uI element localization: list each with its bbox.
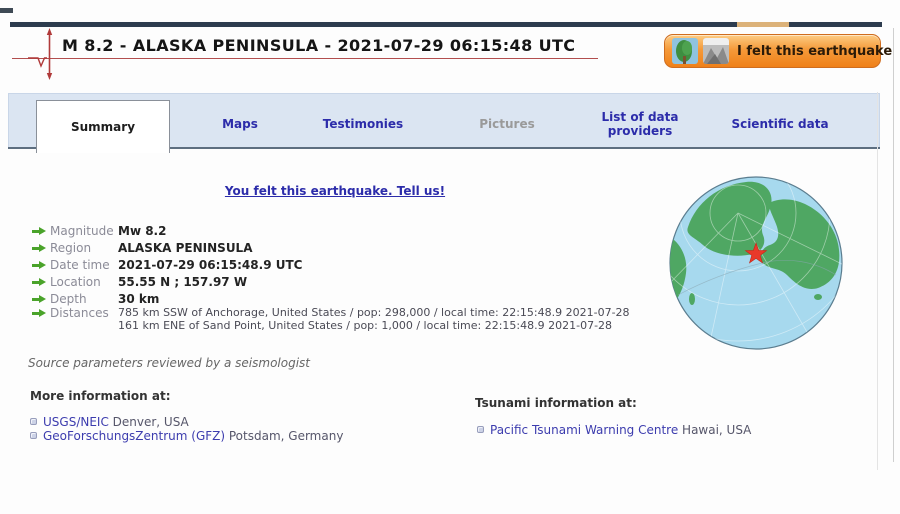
detail-label: Distances: [50, 306, 109, 320]
tab-scientific-data-label: Scientific data: [731, 116, 829, 131]
link-usgs-neic[interactable]: USGS/NEIC: [43, 415, 109, 429]
detail-value: Mw 8.2: [118, 224, 167, 238]
detail-value-distance-1: 785 km SSW of Anchorage, United States / pop: 298,000 / local time: 22:15:48.9 2021-07-28: [118, 306, 630, 319]
square-bullet-icon: [30, 418, 37, 425]
tab-summary-label: Summary: [70, 120, 136, 134]
tab-testimonies[interactable]: [298, 100, 428, 148]
link-usgs-neic-location: Denver, USA: [108, 415, 189, 429]
green-right-arrow-icon: [32, 244, 46, 253]
green-right-arrow-icon: [32, 227, 46, 236]
page-edge-line: [893, 28, 894, 462]
detail-value: ALASKA PENINSULA: [118, 241, 253, 255]
seismogram-icon: [28, 27, 64, 81]
source-note: Source parameters reviewed by a seismologist: [28, 356, 311, 370]
tsunami-info-heading: Tsunami information at:: [475, 396, 637, 410]
tab-pictures-label: Pictures: [479, 116, 535, 131]
detail-value: 30 km: [118, 292, 160, 306]
link-row-ptwc: [477, 423, 751, 437]
tab-list-of-data-providers-label: List of data providers: [601, 109, 679, 138]
content-edge-line: [877, 92, 878, 470]
felt-earthquake-button[interactable]: [664, 34, 893, 68]
damage-photo-thumb: [703, 38, 729, 64]
tab-maps[interactable]: [175, 100, 305, 148]
detail-label: Magnitude: [50, 224, 114, 238]
tab-testimonies-label: Testimonies: [322, 116, 404, 131]
green-right-arrow-icon: [32, 278, 46, 287]
tab-summary[interactable]: [36, 100, 170, 153]
green-right-arrow-icon: [32, 261, 46, 270]
detail-value: 2021-07-29 06:15:48.9 UTC: [118, 258, 303, 272]
detail-label: Date time: [50, 258, 110, 272]
green-right-arrow-icon: [32, 295, 46, 304]
felt-button-label: I felt this earthquake: [737, 43, 893, 59]
link-ptwc[interactable]: Pacific Tsunami Warning Centre: [490, 423, 679, 437]
tab-scientific-data[interactable]: [715, 100, 845, 148]
link-row-gfz: [30, 429, 343, 443]
tab-pictures[interactable]: [442, 100, 572, 148]
detail-label: Region: [50, 241, 92, 255]
square-bullet-icon: [477, 426, 484, 433]
seismogram-baseline: [12, 58, 598, 59]
link-gfz-location: Potsdam, Germany: [225, 429, 344, 443]
tree-photo-thumb: [672, 38, 698, 64]
tab-list-of-data-providers[interactable]: [578, 100, 702, 148]
link-gfz[interactable]: GeoForschungsZentrum (GFZ): [43, 429, 226, 443]
link-ptwc-location: Hawai, USA: [678, 423, 752, 437]
detail-value-distance-2: 161 km ENE of Sand Point, United States / pop: 1,000 / local time: 22:15:48.9 2021-07-28: [118, 319, 613, 332]
link-row-usgs-neic: [30, 415, 189, 429]
corner-mark: [0, 8, 13, 13]
detail-label: Depth: [50, 292, 87, 306]
tell-us-link[interactable]: You felt this earthquake. Tell us!: [224, 184, 446, 198]
more-info-heading: More information at:: [30, 389, 171, 403]
tab-maps-label: Maps: [222, 116, 258, 131]
green-right-arrow-icon: [32, 309, 46, 318]
page-title: M 8.2 - ALASKA PENINSULA - 2021-07-29 06:15:48 UTC: [62, 36, 576, 55]
globe-map: [668, 175, 844, 351]
detail-value: 55.55 N ; 157.97 W: [118, 275, 248, 289]
top-accent-bar-orange-segment: [737, 22, 789, 27]
square-bullet-icon: [30, 432, 37, 439]
detail-label: Location: [50, 275, 101, 289]
